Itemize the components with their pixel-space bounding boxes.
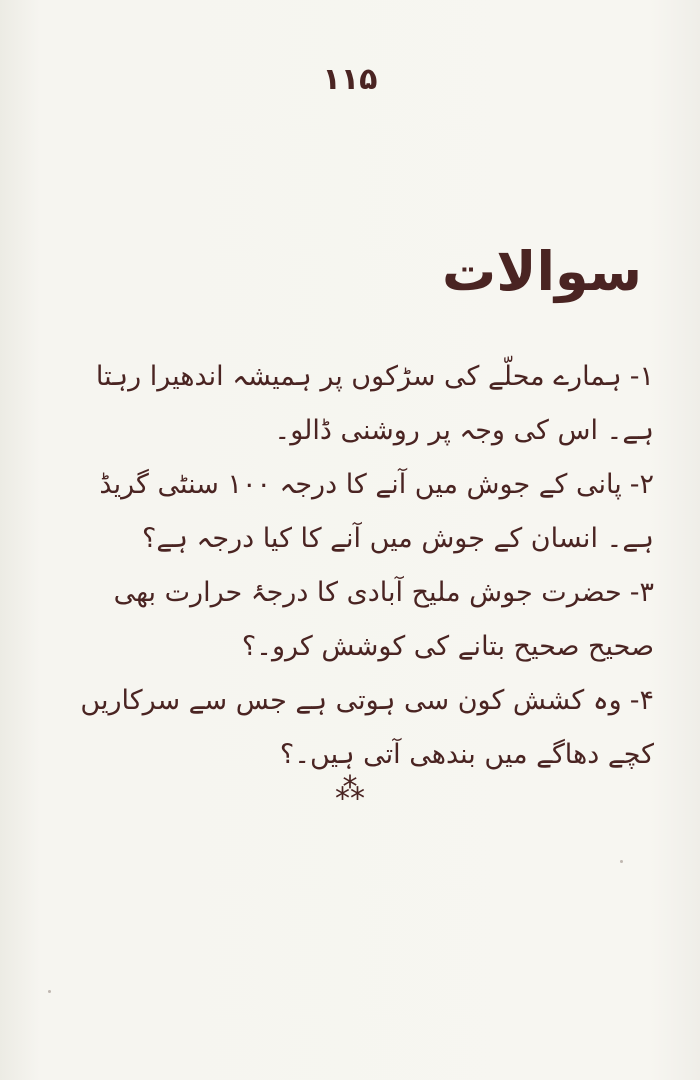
- page-title: سوالات: [442, 240, 642, 303]
- question-item: [44, 566, 654, 674]
- question-text: ہمارے محلّے کی سڑکوں پر ہمیشہ اندھیرا رہتا ہے۔ اس کی وجہ پر روشنی ڈالو۔: [95, 361, 654, 446]
- question-item: [44, 350, 654, 458]
- question-text: پانی کے جوش میں آنے کا درجہ ۱۰۰ سنٹی گریڈ ہے۔ انسان کے جوش میں آنے کا کیا درجہ ہے؟: [99, 469, 654, 554]
- paper-speck: [620, 860, 623, 863]
- paper-speck: [48, 990, 51, 993]
- question-item: [44, 674, 654, 782]
- question-item: [44, 458, 654, 566]
- question-number: ۴-: [629, 685, 654, 716]
- page-number: ۱۱۵: [322, 62, 378, 97]
- question-list: [44, 350, 654, 782]
- question-text: وہ کشش کون سی ہوتی ہے جس سے سرکاریں کچے دھاگے میں بندھی آتی ہیں۔؟: [80, 685, 654, 770]
- section-end-ornament: ⁂: [335, 772, 365, 807]
- question-number: ۳-: [629, 577, 654, 608]
- question-text: حضرت جوش ملیح آبادی کا درجۂ حرارت بھی صحیح صحیح بتانے کی کوشش کرو۔؟: [113, 577, 654, 662]
- question-number: ۱-: [629, 361, 654, 392]
- question-number: ۲-: [629, 469, 654, 500]
